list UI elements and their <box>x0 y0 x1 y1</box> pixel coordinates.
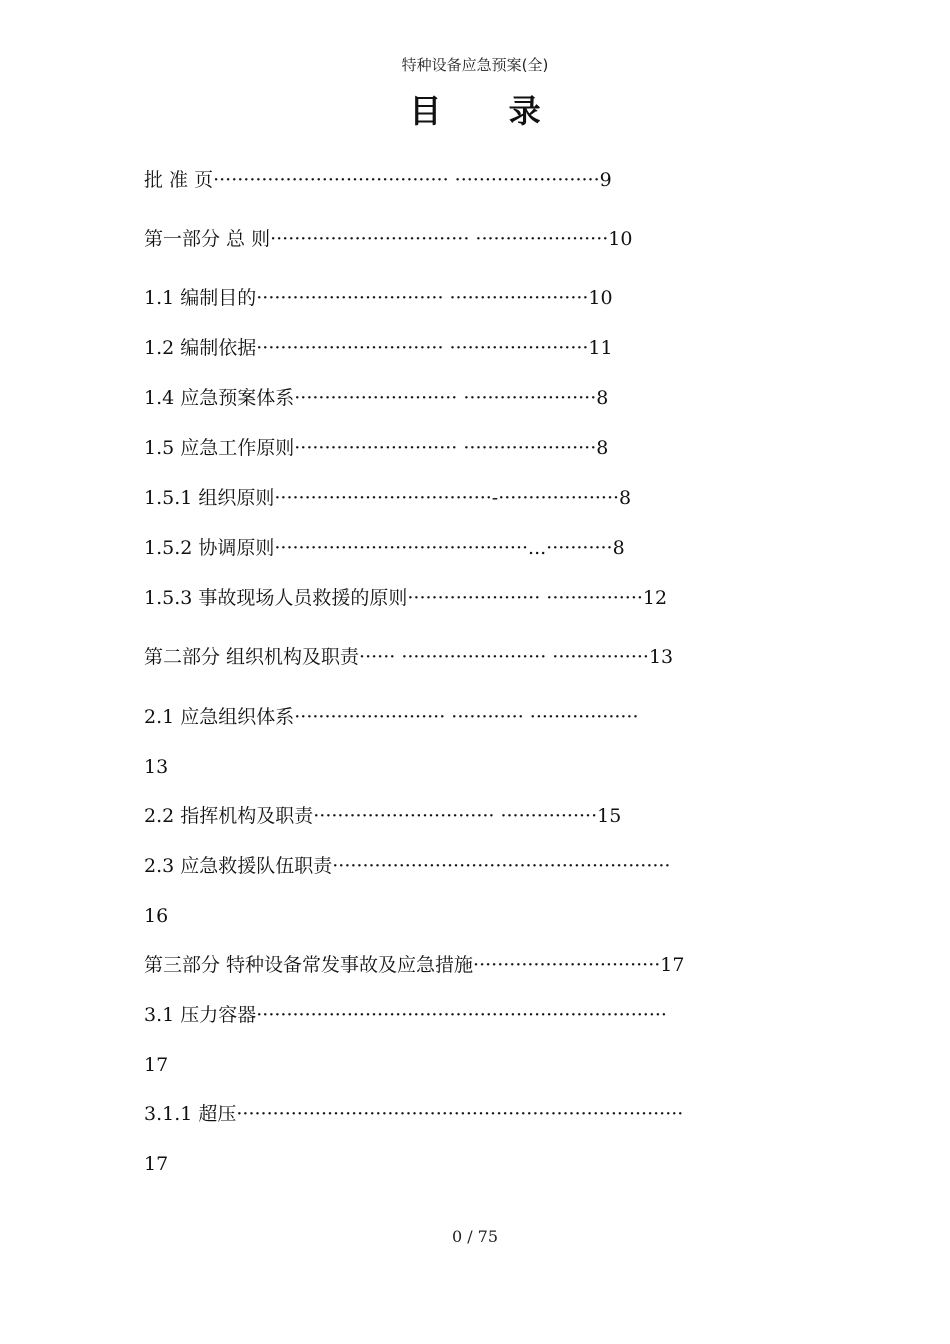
page-number: 0 / 75 <box>451 1227 499 1246</box>
toc-entry[interactable]: 1.1 编制目的······························· ·······················10 <box>144 287 613 309</box>
toc-entry[interactable]: 1.5.1 组织原则····································-····················8 <box>144 487 632 509</box>
toc-page-number: 13 <box>144 756 169 778</box>
toc-entry[interactable]: 第三部分 特种设备常发事故及应急措施·······························17 <box>144 954 685 976</box>
toc-entry[interactable]: 1.5.2 协调原则··········································...···········8 <box>144 537 625 559</box>
toc-entry[interactable]: 2.3 应急救援队伍职责························································ <box>144 855 671 877</box>
page-title: 目 录 <box>409 92 569 130</box>
toc-entry[interactable]: 2.2 指挥机构及职责······························ ················15 <box>144 805 622 827</box>
toc-entry[interactable]: 第二部分 组织机构及职责······ ························ ················13 <box>144 646 674 668</box>
toc-entry[interactable]: 3.1 压力容器···································································· <box>144 1004 667 1026</box>
toc-page-number: 17 <box>144 1153 169 1175</box>
toc-page-number: 16 <box>144 905 169 927</box>
toc-page-number: 17 <box>144 1054 169 1076</box>
toc-entry[interactable]: 2.1 应急组织体系························· ············ ·················· <box>144 706 639 728</box>
toc-entry[interactable]: 1.2 编制依据······························· ·······················11 <box>144 337 613 359</box>
running-header: 特种设备应急预案(全) <box>401 56 549 74</box>
toc-entry[interactable]: 3.1.1 超压·········································································· <box>144 1103 684 1125</box>
toc-entry[interactable]: 1.5.3 事故现场人员救援的原则······················ ················12 <box>144 587 668 609</box>
toc-entry[interactable]: 1.5 应急工作原则··························· ······················8 <box>144 437 609 459</box>
toc-entry[interactable]: 第一部分 总 则································· ······················10 <box>144 228 633 250</box>
toc-entry[interactable]: 批 准 页······································· ························9 <box>144 169 612 191</box>
toc-entry[interactable]: 1.4 应急预案体系··························· ······················8 <box>144 387 609 409</box>
